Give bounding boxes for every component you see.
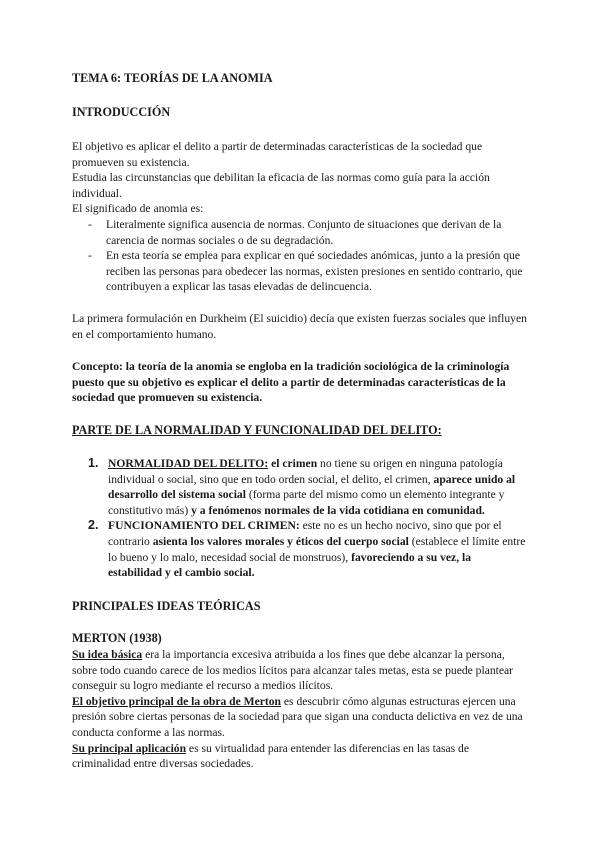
intro-paragraph-2: Estudia las circunstancias que debilitan la eficacia de las normas como guía para la acción individual. <box>72 171 490 200</box>
normalidad-heading: PARTE DE LA NORMALIDAD Y FUNCIONALIDAD DEL DELITO: <box>72 423 442 437</box>
normalidad-section <box>72 456 528 581</box>
intro-paragraph-1: El objetivo es aplicar el delito a partir de determinadas características de la sociedad que promueven su existencia. <box>72 140 483 169</box>
principales-heading: PRINCIPALES IDEAS TEÓRICAS <box>72 599 261 613</box>
objetivo-paragraph: El objetivo principal de la obra de Merton es descubrir cómo algunas estructuras ejercen una presión sobre ciertas personas de la sociedad para que sigan una conducta delictiva en vez de una conducta conforme a las normas. <box>72 694 523 739</box>
merton-heading: MERTON (1938) <box>72 631 162 645</box>
intro-section <box>72 139 528 295</box>
bullet-marker: - <box>88 217 92 231</box>
list-item: - En esta teoría se emplea para explicar en qué sociedades anómicas, junto a la presión que reciben las personas para obedecer las normas, existen presiones en sentido contrario, que contribuyen a explicar las tasas elevadas de delincuencia. <box>88 249 523 294</box>
merton-section <box>72 647 528 772</box>
list-item: 1. NORMALIDAD DEL DELITO: el crimen no tiene su origen en ninguna patología individual o social, sino que en todo orden social, el delito, el crimen, aparece unido al desarrollo del sistema social (forma parte del mismo como un elemento integrante y constitutivo más) y a fenómenos normales de la vida cotidiana en comunidad. <box>88 456 516 517</box>
anomia-bullet-list <box>72 217 528 295</box>
aplicacion-paragraph: Su principal aplicación es su virtualidad para entender las diferencias en las tasas de criminalidad entre diversas sociedades. <box>72 741 469 771</box>
normalidad-numbered-list <box>72 456 528 581</box>
intro-paragraph-3: El significado de anomia es: <box>72 202 204 216</box>
bullet-marker: - <box>88 249 92 263</box>
concepto-paragraph: Concepto: la teoría de la anomia se engloba en la tradición sociológica de la criminología puesto que su objetivo es explicar el delito a partir de determinadas características de la sociedad que promueven su existencia. <box>72 360 510 405</box>
item-label: NORMALIDAD DEL DELITO: <box>108 457 269 470</box>
list-item: 2. FUNCIONAMIENTO DEL CRIMEN: este no es un hecho nocivo, sino que por el contrario asienta los valores morales y éticos del cuerpo social (establece el límite entre lo bueno y lo malo, necesidad social de monstruos), favoreciendo a su vez, la estabilidad y el cambio social. <box>88 518 526 580</box>
idea-paragraph: Su idea básica era la importancia excesiva atribuida a los fines que debe alcanzar la persona, sobre todo cuando carece de los medios lícitos para alcanzar tales metas, esta se puede plantear conseguir su logro mediante el recurso a medios ilícitos. <box>72 648 514 693</box>
list-item: - Literalmente significa ausencia de normas. Conjunto de situaciones que derivan de la carencia de normas sociales o de su degradación. <box>88 217 502 247</box>
document-title: TEMA 6: TEORÍAS DE LA ANOMIA <box>72 71 273 85</box>
item-label: FUNCIONAMIENTO DEL CRIMEN: <box>108 519 300 533</box>
intro-heading: INTRODUCCIÓN <box>72 105 171 119</box>
durkheim-paragraph: La primera formulación en Durkheim (El suicidio) decía que existen fuerzas sociales que influyen en el comportamiento humano. <box>72 312 527 341</box>
